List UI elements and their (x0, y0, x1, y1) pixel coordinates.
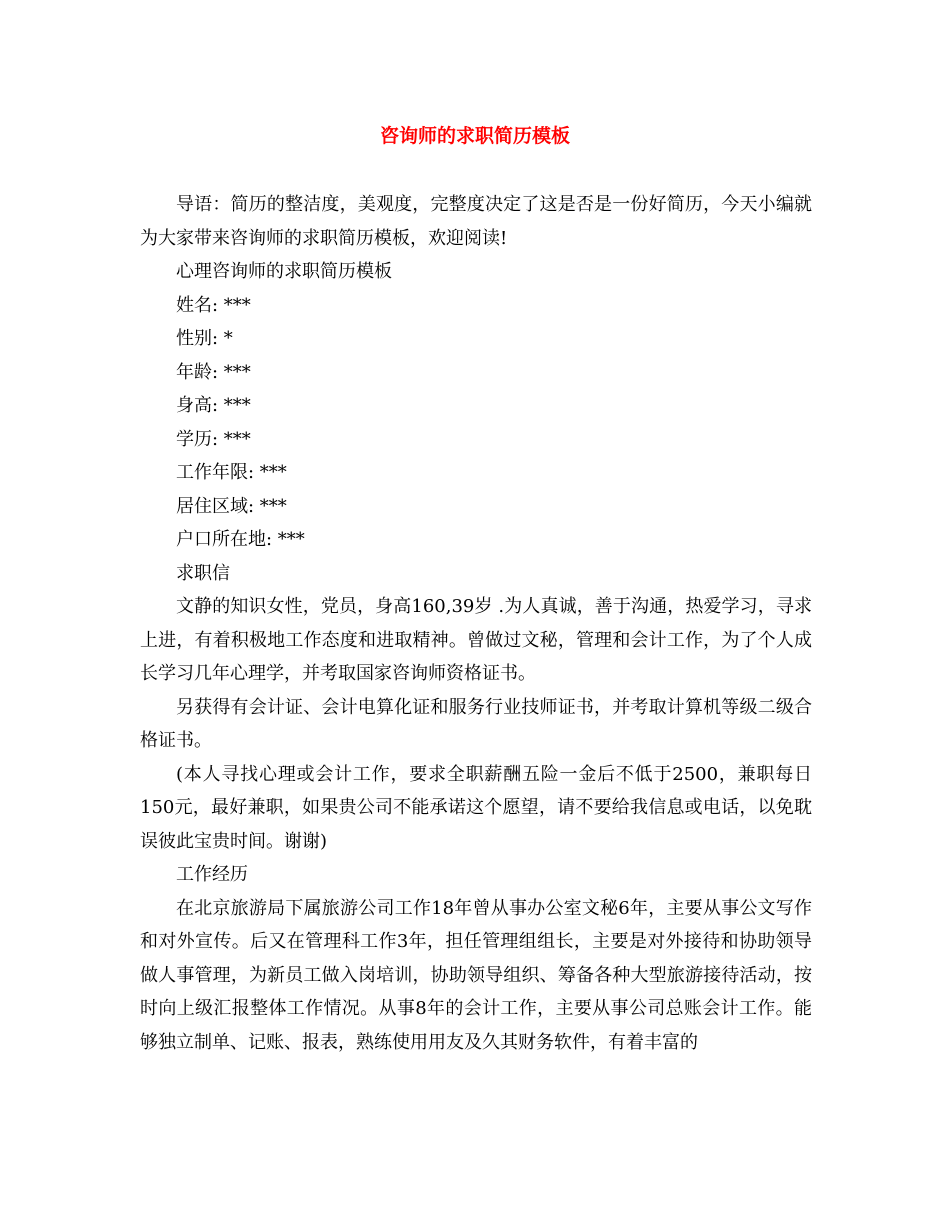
document-title: 咨询师的求职简历模板 (379, 125, 570, 147)
cover-letter-paragraph: 文静的知识女性，党员，身高160,39岁 .为人真诚，善于沟通，热爱学习，寻求上进，有着积极地工作态度和进取精神。曾做过文秘，管理和会计工作，为了个人成长学习几年心理学，并考取国家咨询师资格证书。 (140, 596, 812, 684)
intro-paragraph: 导语：简历的整洁度，美观度，完整度决定了这是否是一份好简历，今天小编就为大家带来咨询师的求职简历模板，欢迎阅读! (140, 194, 812, 249)
field-height: 身高: *** (176, 395, 251, 416)
field-residence: 居住区域: *** (176, 495, 287, 517)
document-body (140, 188, 812, 1059)
certificates-paragraph: 另获得有会计证、会计电算化证和服务行业技师证书，并考取计算机等级二级合格证书。 (140, 696, 812, 751)
field-gender: 性别: * (176, 328, 233, 349)
section-heading: 心理咨询师的求职简历模板 (176, 261, 392, 282)
cover-letter-heading: 求职信 (176, 562, 230, 584)
field-age: 年龄: *** (176, 361, 251, 383)
field-education: 学历: *** (176, 428, 251, 450)
field-name: 姓名: *** (176, 294, 251, 316)
field-work-years: 工作年限: *** (176, 462, 287, 483)
work-experience-paragraph: 在北京旅游局下属旅游公司工作18年曾从事办公室文秘6年，主要从事公文写作和对外宣传。后又在管理科工作3年，担任管理组组长，主要是对外接待和协助领导做人事管理，为新员工做入岗培训，协助领导组织、筹备各种大型旅游接待活动，按时向上级汇报整体工作情况。从事8年的会计工作，主要从事公司总账会计工作。能够独立制单、记账、报表，熟练使用用友及久其财务软件，有着丰富的 (140, 897, 812, 1053)
job-requirement-paragraph: (本人寻找心理或会计工作，要求全职薪酬五险一金后不低于2500，兼职每日150元，最好兼职，如果贵公司不能承诺这个愿望，请不要给我信息或电话，以免耽误彼此宝贵时间。谢谢) (140, 763, 812, 852)
work-experience-heading: 工作经历 (176, 864, 248, 885)
field-hukou: 户口所在地: *** (176, 529, 305, 550)
